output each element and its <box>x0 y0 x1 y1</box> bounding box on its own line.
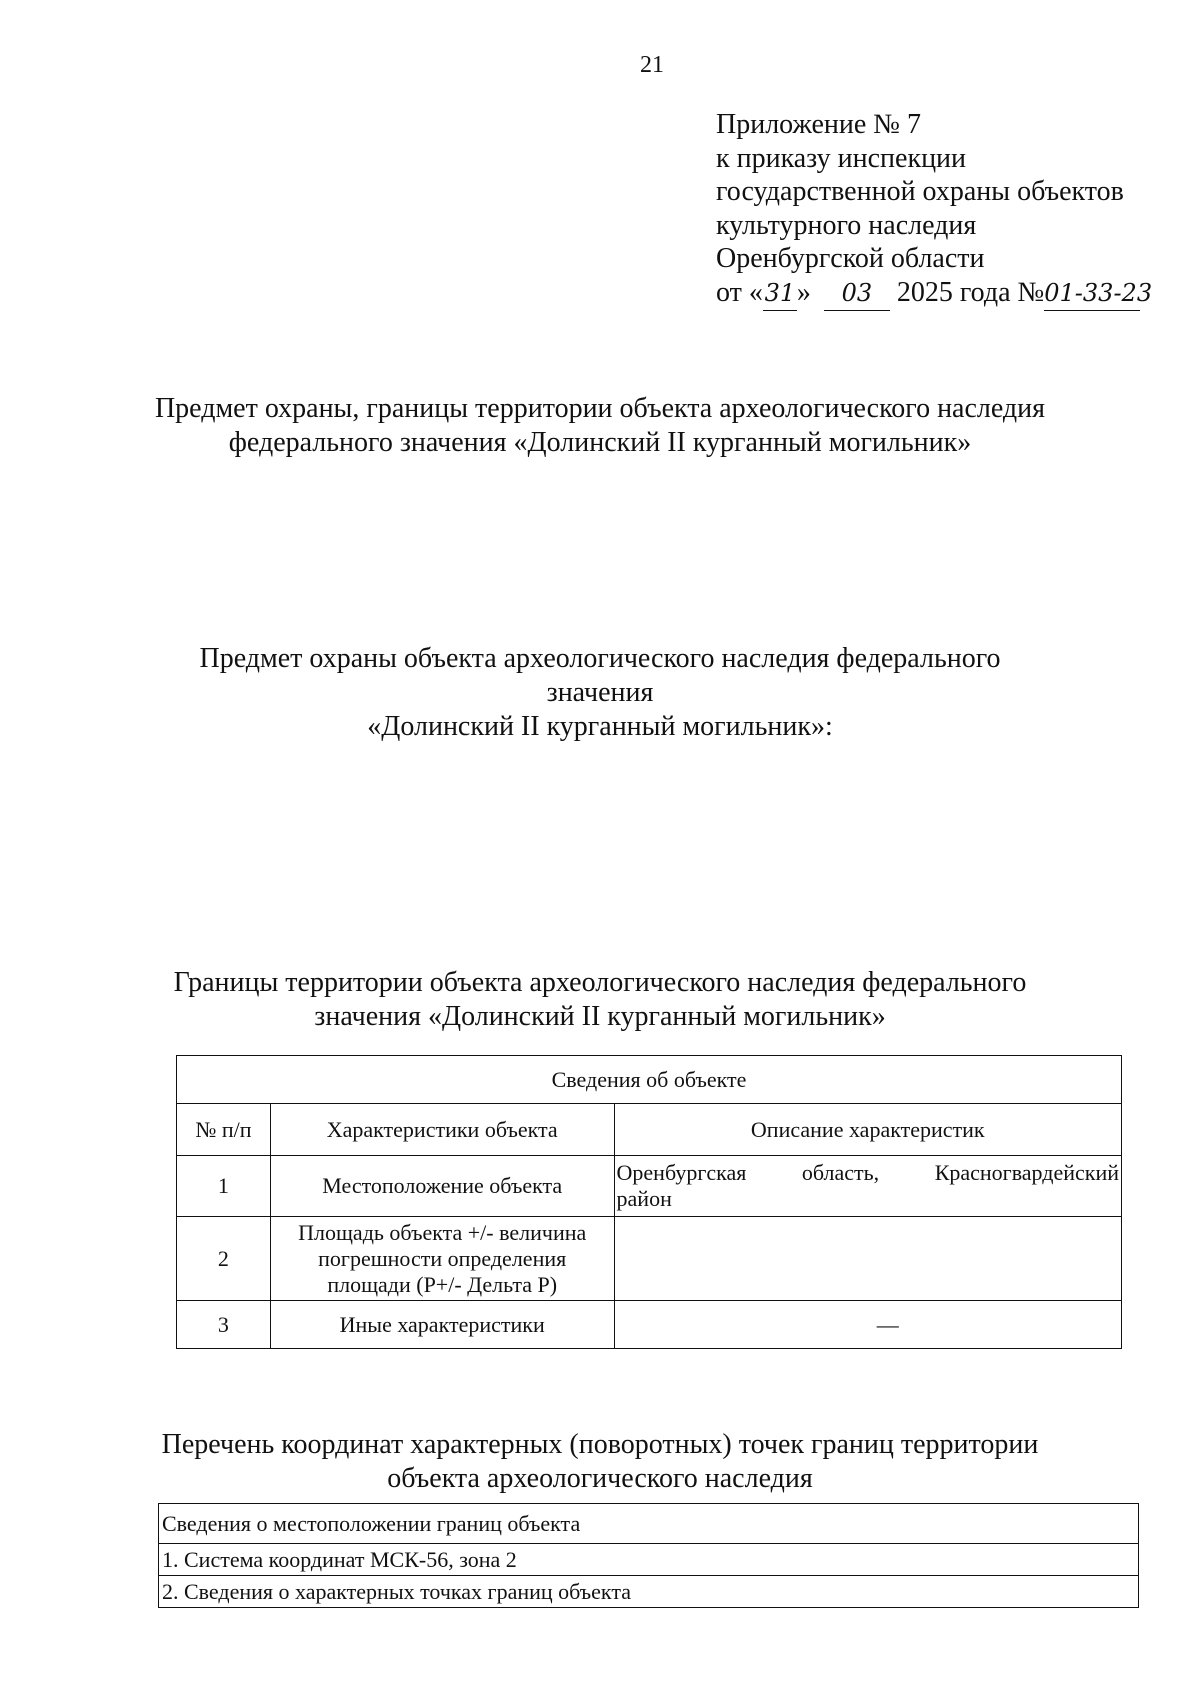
location-row: 1. Система координат МСК-56, зона 2 <box>159 1544 1139 1576</box>
location-row: 2. Сведения о характерных точках границ объекта <box>159 1576 1139 1608</box>
table-row <box>177 1156 1122 1217</box>
table-row <box>159 1504 1139 1544</box>
appendix-block <box>716 108 1153 311</box>
appendix-date-line <box>716 276 1153 312</box>
title-line: федерального значения «Долинский II курганный могильник» <box>228 427 972 458</box>
appendix-line: культурного наследия <box>716 209 977 241</box>
description-line: район <box>616 1186 672 1211</box>
date-prefix: от « <box>716 276 763 308</box>
table-row <box>159 1576 1139 1608</box>
date-year: 2025 года № <box>896 276 1045 308</box>
boundaries-heading <box>150 966 1050 1034</box>
table-row <box>177 1217 1122 1301</box>
handwritten-order-number: 01-33-23 <box>1044 277 1140 312</box>
column-header-characteristic: Характеристики объекта <box>270 1104 614 1156</box>
row-number: 3 <box>177 1301 271 1349</box>
document-title <box>150 392 1050 460</box>
subject-heading-line: «Долинский II курганный могильник»: <box>367 711 833 742</box>
title-line: Предмет охраны, границы территории объекта археологического наследия <box>154 393 1046 424</box>
appendix-line: государственной охраны объектов <box>716 176 1124 207</box>
table-caption: Сведения об объекте <box>177 1056 1122 1104</box>
page-number: 21 <box>640 52 664 78</box>
row-number: 1 <box>177 1156 271 1217</box>
row-description <box>614 1156 1121 1217</box>
row-description <box>614 1217 1121 1301</box>
object-info-table <box>176 1055 1122 1349</box>
boundaries-heading-line: Границы территории объекта археологического наследия федерального <box>173 967 1027 998</box>
row-number: 2 <box>177 1217 271 1301</box>
subject-heading-line: Предмет охраны объекта археологического наследия федерального значения <box>199 643 1001 708</box>
boundaries-heading-line: значения «Долинский II курганный могильник» <box>314 1001 886 1032</box>
row-characteristic: Площадь объекта +/- величина погрешности определения площади (Р+/- Дельта Р) <box>270 1217 614 1301</box>
row-characteristic: Местоположение объекта <box>270 1156 614 1217</box>
column-header-description: Описание характеристик <box>614 1104 1121 1156</box>
handwritten-day: 31 <box>763 277 797 312</box>
handwritten-month: 03 <box>824 277 890 312</box>
appendix-line: Оренбургской области <box>716 243 985 274</box>
location-table <box>158 1503 1139 1608</box>
coordinates-heading-line: объекта археологического наследия <box>387 1463 813 1494</box>
appendix-line: к приказу инспекции <box>716 142 967 174</box>
row-characteristic: Иные характеристики <box>270 1301 614 1349</box>
coordinates-heading <box>150 1428 1050 1496</box>
column-header-number: № п/п <box>177 1104 271 1156</box>
row-description: — <box>614 1301 1121 1349</box>
date-mid: » <box>796 276 811 308</box>
table-row <box>159 1544 1139 1576</box>
location-row: Сведения о местоположении границ объекта <box>159 1504 1139 1544</box>
description-line: Оренбургская область, Красногвардейский <box>616 1160 1119 1185</box>
table-row <box>177 1301 1122 1349</box>
coordinates-heading-line: Перечень координат характерных (поворотных) точек границ территории <box>161 1429 1039 1460</box>
appendix-line: Приложение № 7 <box>716 109 921 140</box>
subject-heading <box>150 642 1050 744</box>
